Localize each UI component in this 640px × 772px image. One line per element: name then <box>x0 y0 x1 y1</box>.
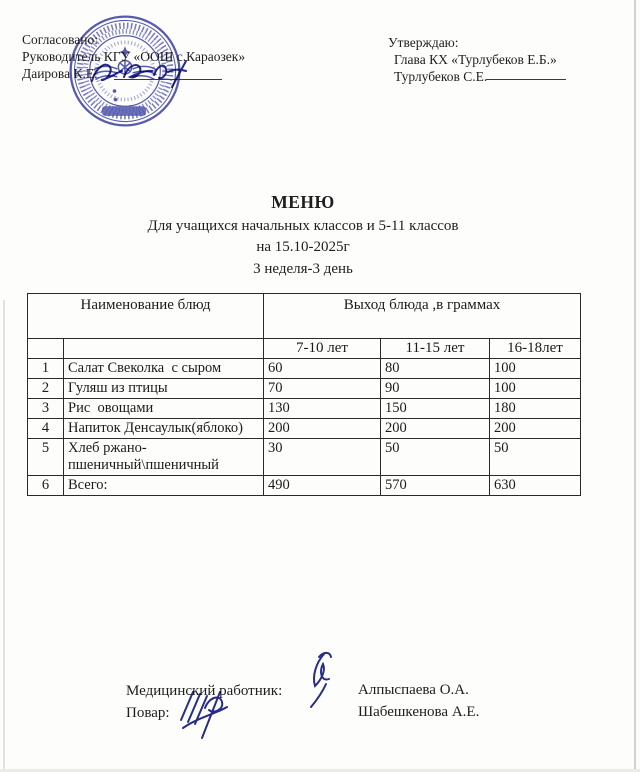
table-row-total <box>28 476 581 496</box>
table-row <box>28 399 581 419</box>
row-number: 5 <box>28 439 64 476</box>
director-signature <box>88 55 200 89</box>
table-row <box>28 419 581 439</box>
medical-worker-name: Алпыспаева О.А. <box>358 682 469 698</box>
approval-right-block <box>388 34 557 85</box>
footer-names <box>358 679 479 723</box>
portion-7-10: 200 <box>264 419 381 439</box>
scan-page-edge-left <box>3 300 5 772</box>
agreed-director: Руководитель КГУ «ООШ с.Караозек» <box>22 49 246 64</box>
page-title: МЕНЮ <box>271 192 335 212</box>
title-date: на 15.10-2025г <box>256 239 350 255</box>
row-number: 4 <box>28 419 64 439</box>
scan-page-edge-right <box>634 0 636 772</box>
dish-name: Напиток Денсаулык(яблоко) <box>64 419 264 439</box>
medical-worker-signature <box>297 649 341 711</box>
total-11-15: 570 <box>381 476 490 496</box>
medical-worker-label: Медицинский работник: <box>126 683 283 699</box>
col-header-empty-name <box>64 339 264 359</box>
dish-name: Салат Свеколка с сыром <box>64 359 264 379</box>
approved-label: Утверждаю: <box>388 35 459 50</box>
title-audience: Для учащихся начальных классов и 5-11 классов <box>147 217 459 234</box>
portion-11-15: 90 <box>381 379 490 399</box>
cook-signature <box>175 684 233 742</box>
portion-7-10: 60 <box>264 359 381 379</box>
agreed-signatory: Даирова К.Е. <box>22 66 98 81</box>
portion-11-15: 200 <box>381 419 490 439</box>
approved-head: Глава КХ «Турлубеков Е.Б.» <box>394 52 557 67</box>
dish-name: Хлеб ржано-пшеничный\пшеничный <box>64 439 264 476</box>
cook-label: Повар: <box>126 705 170 721</box>
total-7-10: 490 <box>264 476 381 496</box>
portion-16-18: 180 <box>490 399 581 419</box>
portion-11-15: 150 <box>381 399 490 419</box>
portion-16-18: 200 <box>490 419 581 439</box>
col-header-age-16-18: 16-18лет <box>490 339 581 359</box>
total-16-18: 630 <box>490 476 581 496</box>
portion-7-10: 70 <box>264 379 381 399</box>
portion-11-15: 80 <box>381 359 490 379</box>
menu-table <box>27 293 581 496</box>
row-number: 3 <box>28 399 64 419</box>
portion-11-15: 50 <box>381 439 490 476</box>
cook-name: Шабешкенова А.Е. <box>358 704 480 720</box>
col-header-dish-name: Наименование блюд <box>28 294 264 339</box>
col-header-empty-num <box>28 339 64 359</box>
col-header-age-7-10: 7-10 лет <box>264 339 381 359</box>
title-block <box>0 192 606 280</box>
portion-16-18: 50 <box>490 439 581 476</box>
portion-16-18: 100 <box>490 379 581 399</box>
portion-7-10: 30 <box>264 439 381 476</box>
total-label: Всего: <box>64 476 264 496</box>
portion-7-10: 130 <box>264 399 381 419</box>
dish-name: Рис овощами <box>64 399 264 419</box>
table-row <box>28 379 581 399</box>
col-header-age-11-15: 11-15 лет <box>381 339 490 359</box>
row-number: 1 <box>28 359 64 379</box>
dish-name: Гуляш из птицы <box>64 379 264 399</box>
col-header-output-grams: Выход блюда ,в граммах <box>264 294 581 339</box>
table-row <box>28 359 581 379</box>
agreed-label: Согласовано: <box>22 32 98 47</box>
row-number: 6 <box>28 476 64 496</box>
signature-line-right <box>486 79 566 80</box>
title-week-day: 3 неделя-3 день <box>253 260 353 277</box>
approved-signatory: Турлубеков С.Е. <box>394 69 488 84</box>
portion-16-18: 100 <box>490 359 581 379</box>
table-row <box>28 439 581 476</box>
row-number: 2 <box>28 379 64 399</box>
